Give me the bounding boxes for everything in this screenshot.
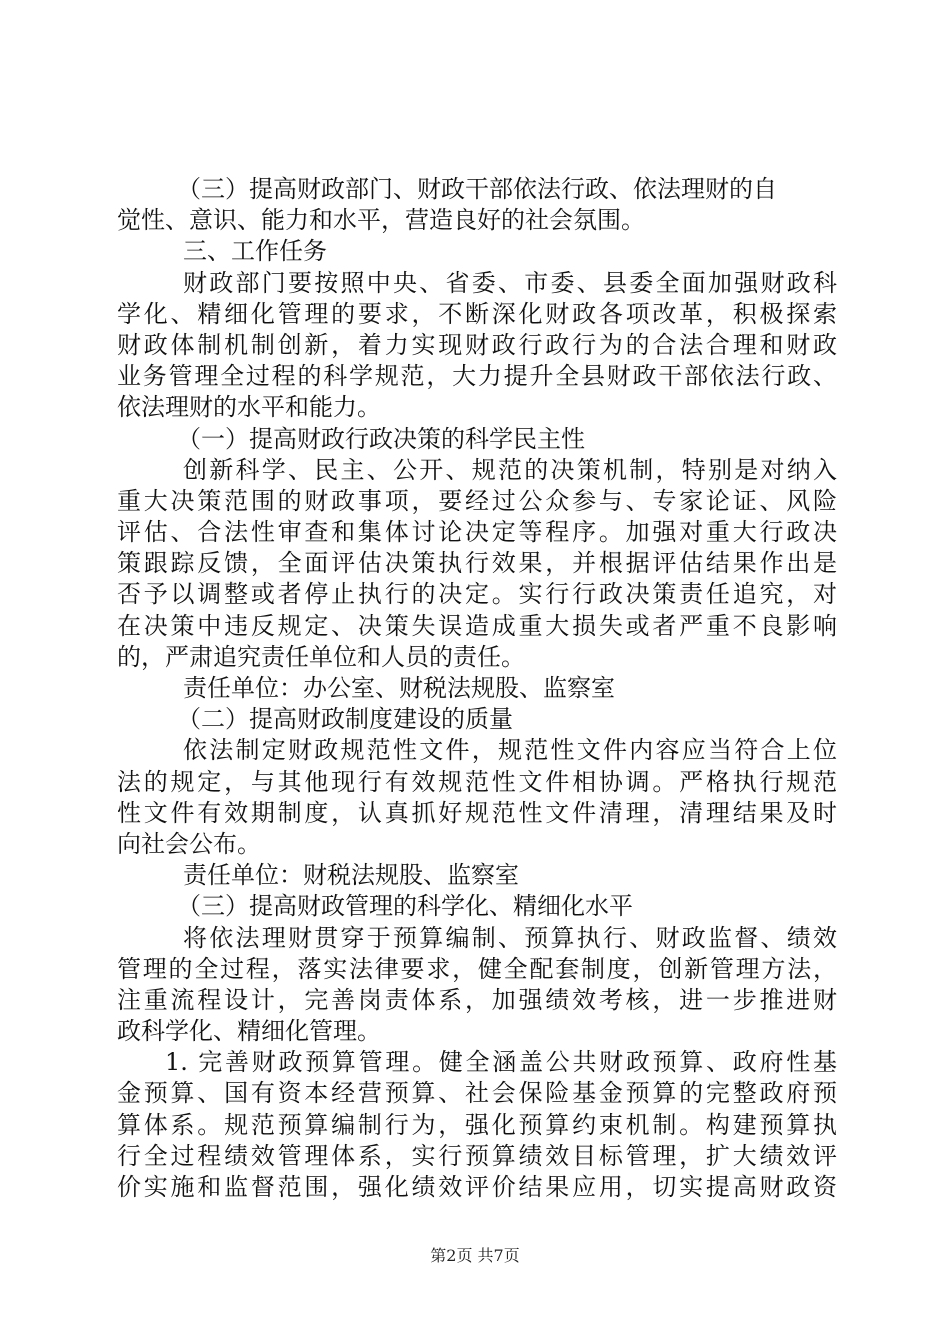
paragraph-line: （三）提高财政部门、财政干部依法行政、依法理财的自 bbox=[177, 175, 777, 203]
responsible-units-line: 责任单位：财税法规股、监察室 bbox=[183, 861, 519, 890]
responsible-units-line: 责任单位：办公室、财税法规股、监察室 bbox=[183, 674, 615, 702]
paragraph-line: 业务管理全过程的科学规范，大力提升全县财政干部依法行政、 bbox=[117, 362, 837, 391]
document-body bbox=[117, 174, 837, 1203]
paragraph-line: 学化、精细化管理的要求，不断深化财政各项改革，积极探索 bbox=[117, 299, 837, 328]
section-heading: 三、工作任务 bbox=[183, 237, 327, 266]
paragraph-line: 策跟踪反馈，全面评估决策执行效果，并根据评估结果作出是 bbox=[117, 549, 837, 578]
paragraph-line: 法的规定，与其他现行有效规范性文件相协调。严格执行规范 bbox=[117, 767, 837, 796]
paragraph-line: 行全过程绩效管理体系，实行预算绩效目标管理，扩大绩效评 bbox=[117, 1141, 837, 1170]
paragraph-line: 的，严肃追究责任单位和人员的责任。 bbox=[117, 642, 525, 671]
paragraph-line: 评估、合法性审查和集体讨论决定等程序。加强对重大行政决 bbox=[117, 518, 837, 547]
paragraph-line: 创新科学、民主、公开、规范的决策机制，特别是对纳入 bbox=[183, 455, 837, 484]
paragraph-line: 向社会公布。 bbox=[117, 829, 261, 858]
paragraph-line: 否予以调整或者停止执行的决定。实行行政决策责任追究，对 bbox=[117, 580, 837, 609]
subsection-heading: （一）提高财政行政决策的科学民主性 bbox=[177, 424, 585, 453]
paragraph-line: 管理的全过程，落实法律要求，健全配套制度，创新管理方法， bbox=[117, 954, 837, 983]
paragraph-line: 财政部门要按照中央、省委、市委、县委全面加强财政科 bbox=[183, 268, 837, 297]
paragraph-line: 依法制定财政规范性文件，规范性文件内容应当符合上位 bbox=[183, 736, 837, 765]
paragraph-line: 政科学化、精细化管理。 bbox=[117, 1017, 381, 1046]
subsection-heading: （三）提高财政管理的科学化、精细化水平 bbox=[177, 892, 633, 921]
paragraph-line: 注重流程设计，完善岗责体系，加强绩效考核，进一步推进财 bbox=[117, 985, 837, 1014]
paragraph-line: 算体系。规范预算编制行为，强化预算约束机制。构建预算执 bbox=[117, 1110, 837, 1139]
paragraph-line: 金预算、国有资本经营预算、社会保险基金预算的完整政府预 bbox=[117, 1079, 837, 1108]
paragraph-line: 觉性、意识、能力和水平，营造良好的社会氛围。 bbox=[117, 206, 645, 235]
paragraph-line: 性文件有效期制度，认真抓好规范性文件清理，清理结果及时 bbox=[117, 798, 837, 827]
paragraph-line: 重大决策范围的财政事项，要经过公众参与、专家论证、风险 bbox=[117, 486, 837, 515]
paragraph-line: 在决策中违反规定、决策失误造成重大损失或者严重不良影响 bbox=[117, 611, 837, 640]
paragraph-line: 将依法理财贯穿于预算编制、预算执行、财政监督、绩效 bbox=[183, 923, 837, 952]
numbered-item-line: 1. 完善财政预算管理。健全涵盖公共财政预算、政府性基 bbox=[165, 1048, 837, 1077]
paragraph-line: 价实施和监督范围，强化绩效评价结果应用，切实提高财政资 bbox=[117, 1173, 837, 1201]
page-number-footer: 第2页 共7页 bbox=[430, 1246, 520, 1265]
paragraph-line: 财政体制机制创新，着力实现财政行政行为的合法合理和财政 bbox=[117, 330, 837, 359]
paragraph-line: 依法理财的水平和能力。 bbox=[117, 393, 381, 422]
subsection-heading: （二）提高财政制度建设的质量 bbox=[177, 705, 513, 734]
